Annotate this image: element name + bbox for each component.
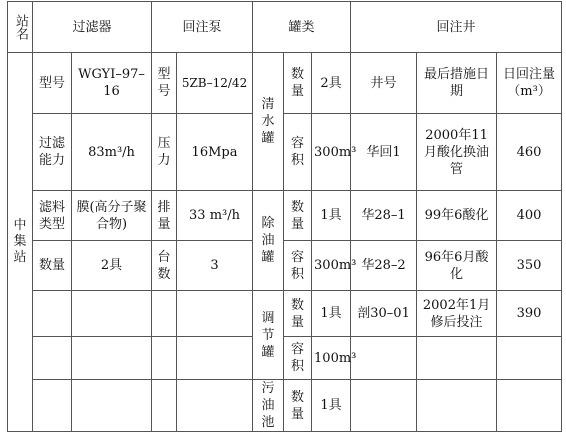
tank-name: 清水罐 [253, 53, 284, 191]
tank-label: 数量 [284, 380, 312, 432]
empty-cell [177, 337, 253, 380]
empty-cell [72, 380, 152, 432]
filter-value: WGYI–97–16 [72, 53, 152, 114]
tank-label: 数量 [284, 291, 312, 337]
tank-value: 100m³ [312, 337, 351, 380]
well-date: 2002年1月修后投注 [417, 291, 497, 337]
tank-value: 300m³ [312, 241, 351, 291]
last-measure-date-header: 最后措施日期 [417, 53, 497, 114]
well-no-header: 井号 [351, 53, 417, 114]
tank-label: 容积 [284, 337, 312, 380]
pump-value: 16Mpa [177, 114, 253, 191]
well-volume: 350 [497, 241, 562, 291]
table-row [8, 337, 562, 380]
tank-value: 1具 [312, 191, 351, 241]
pump-label: 台数 [152, 241, 177, 291]
empty-cell [72, 291, 152, 337]
pump-value: 33 m³/h [177, 191, 253, 241]
empty-cell [33, 291, 72, 337]
filter-label: 过滤能力 [33, 114, 72, 191]
filter-value: 膜(高分子聚合物) [72, 191, 152, 241]
well-no: 剖30–01 [351, 291, 417, 337]
pump-label: 压力 [152, 114, 177, 191]
empty-cell [351, 337, 417, 380]
well-no: 华回1 [351, 114, 417, 191]
empty-cell [177, 291, 253, 337]
tank-label: 数量 [284, 191, 312, 241]
tank-label: 容积 [284, 114, 312, 191]
filter-label: 数量 [33, 241, 72, 291]
filter-value: 83m³/h [72, 114, 152, 191]
header-filter: 过滤器 [33, 2, 152, 53]
pump-value: 5ZB–12/42 [177, 53, 253, 114]
empty-cell [72, 337, 152, 380]
well-volume: 400 [497, 191, 562, 241]
header-well: 回注井 [351, 2, 562, 53]
filter-label: 滤料类型 [33, 191, 72, 241]
empty-cell [497, 337, 562, 380]
empty-cell [152, 291, 177, 337]
empty-cell [497, 380, 562, 432]
filter-label: 型号 [33, 53, 72, 114]
empty-cell [417, 337, 497, 380]
tank-value: 2具 [312, 53, 351, 114]
well-volume: 390 [497, 291, 562, 337]
table-row [8, 114, 562, 191]
header-row [8, 2, 562, 53]
empty-cell [152, 380, 177, 432]
table-row [8, 191, 562, 241]
empty-cell [152, 337, 177, 380]
table-row [8, 241, 562, 291]
pump-label: 排量 [152, 191, 177, 241]
tank-name: 污油池 [253, 380, 284, 432]
empty-cell [177, 380, 253, 432]
tank-value: 1具 [312, 380, 351, 432]
tank-value: 300m³ [312, 114, 351, 191]
well-no: 华28–2 [351, 241, 417, 291]
table-row [8, 380, 562, 432]
well-date: 96年6月酸化 [417, 241, 497, 291]
well-date: 99年6酸化 [417, 191, 497, 241]
header-tanks: 罐类 [253, 2, 351, 53]
empty-cell [351, 380, 417, 432]
well-volume: 460 [497, 114, 562, 191]
station-name: 中集站 [8, 53, 33, 432]
tank-name: 调节罐 [253, 291, 284, 380]
tank-value: 1具 [312, 291, 351, 337]
well-no: 华28–1 [351, 191, 417, 241]
pump-label: 型号 [152, 53, 177, 114]
tank-label: 数量 [284, 53, 312, 114]
empty-cell [33, 380, 72, 432]
header-station: 站名 [8, 2, 33, 53]
tank-label: 容积 [284, 241, 312, 291]
well-date: 2000年11月酸化换油管 [417, 114, 497, 191]
filter-value: 2具 [72, 241, 152, 291]
pump-value: 3 [177, 241, 253, 291]
tank-name: 除油罐 [253, 191, 284, 291]
table-row [8, 291, 562, 337]
daily-injection-header: 日回注量（m³） [497, 53, 562, 114]
equipment-table [7, 1, 562, 432]
empty-cell [33, 337, 72, 380]
header-pump: 回注泵 [152, 2, 253, 53]
table-row [8, 53, 562, 114]
empty-cell [417, 380, 497, 432]
